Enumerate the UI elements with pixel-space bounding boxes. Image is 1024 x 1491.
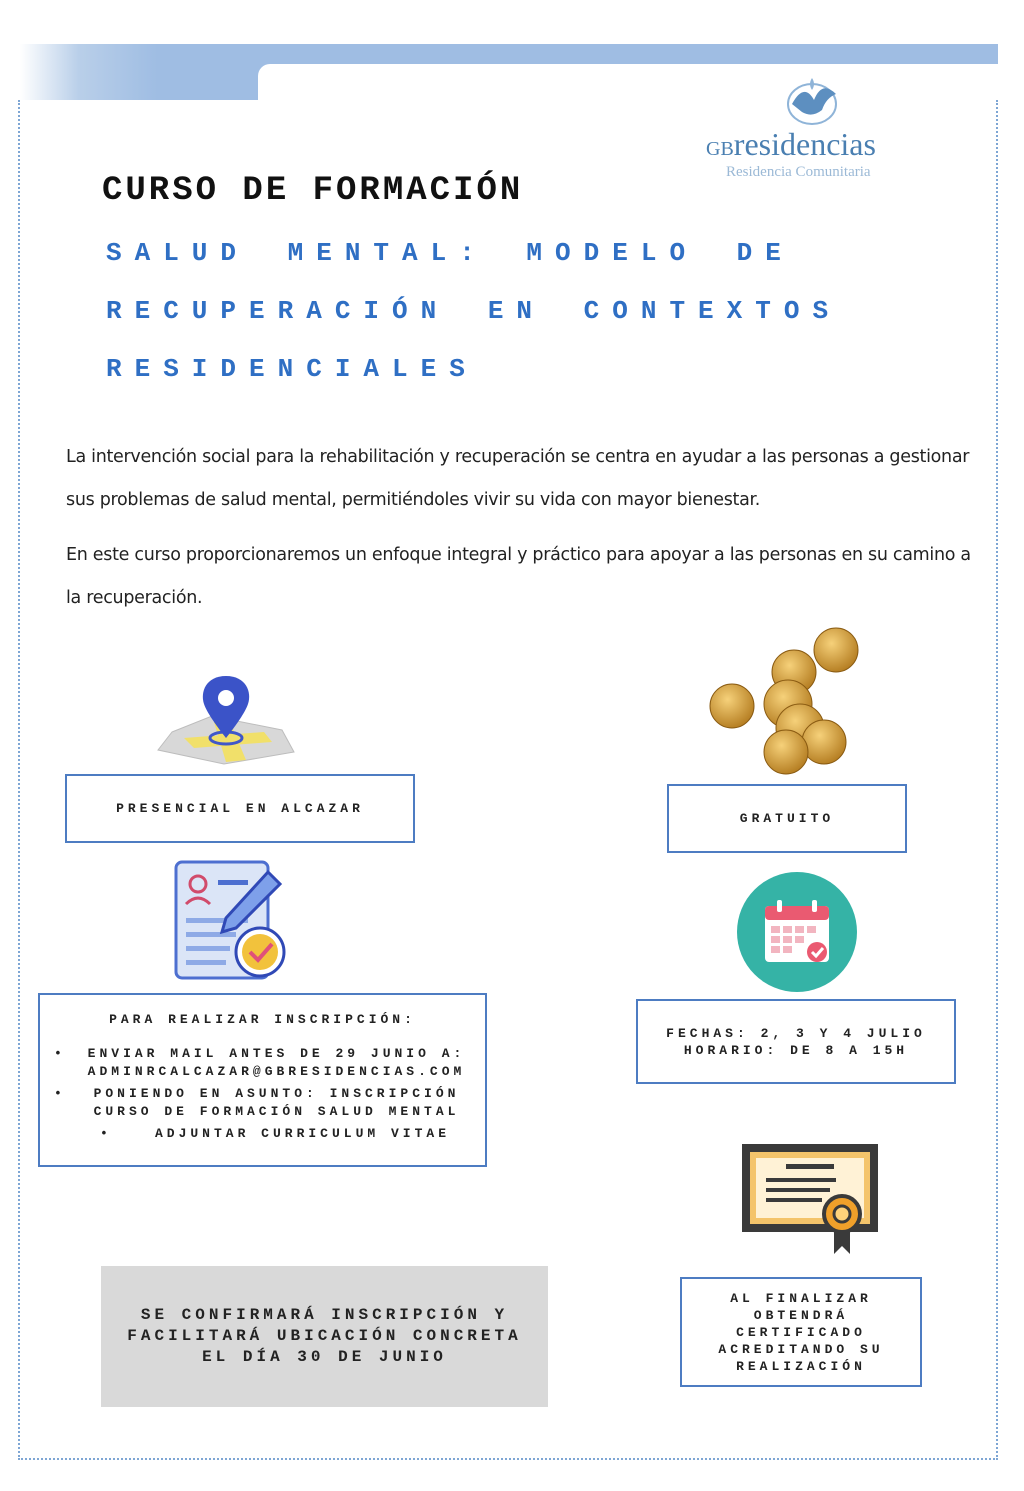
certificate-box: [680, 1277, 922, 1387]
price-box: [667, 784, 907, 853]
registration-item-email: • ENVIAR MAIL ANTES DE 29 JUNIO A: ADMINRCALCAZAR@GBRESIDENCIAS.COM: [48, 1045, 477, 1081]
coins-icon: [706, 624, 862, 776]
intro-text: [66, 436, 986, 632]
certificate-icon: [740, 1142, 880, 1258]
logo-wordmark: [706, 126, 876, 163]
calendar-icon: [735, 870, 859, 994]
schedule-box: [636, 999, 956, 1084]
logo-residencias: residencias: [733, 126, 876, 162]
certificate-label: AL FINALIZAR OBTENDRÁ CERTIFICADO ACREDITANDO SU REALIZACIÓN: [718, 1290, 884, 1374]
registration-box: [38, 993, 487, 1167]
logo: [706, 74, 936, 184]
schedule-hours: HORARIO: DE 8 A 15H: [683, 1042, 909, 1058]
registration-heading: PARA REALIZAR INSCRIPCIÓN:: [109, 1012, 416, 1027]
intro-paragraph-2: En este curso proporcionaremos un enfoque integral y práctico para apoyar a las personas en su camino a la recuperación.: [66, 545, 971, 608]
bird-logo-icon: [782, 74, 844, 128]
location-label: PRESENCIAL EN ALCAZAR: [116, 801, 364, 816]
registration-list: [48, 1045, 477, 1143]
schedule-dates: FECHAS: 2, 3 Y 4 JULIO: [666, 1025, 926, 1041]
registration-item-cv: • ADJUNTAR CURRICULUM VITAE: [48, 1125, 477, 1143]
logo-gb: GB: [706, 138, 734, 160]
logo-subtitle: Residencia Comunitaria: [726, 164, 871, 180]
price-label: GRATUITO: [739, 811, 835, 826]
confirmation-note: [101, 1266, 548, 1407]
location-box: [65, 774, 415, 843]
course-subtitle: SALUD MENTAL: MODELO DE RECUPERACIÓN EN CONTEXTOS RESIDENCIALES: [106, 238, 842, 384]
page-title: CURSO DE FORMACIÓN: [102, 172, 524, 210]
map-pin-icon: [154, 672, 300, 768]
intro-paragraph-1: La intervención social para la rehabilitación y recuperación se centra en ayudar a las personas a gestionar sus problemas de salud mental, permitiéndoles vivir su vida con mayor bienestar.: [66, 447, 970, 510]
registration-item-subject: • PONIENDO EN ASUNTO: INSCRIPCIÓN CURSO DE FORMACIÓN SALUD MENTAL: [48, 1085, 477, 1121]
confirmation-text: SE CONFIRMARÁ INSCRIPCIÓN Y FACILITARÁ UBICACIÓN CONCRETA EL DÍA 30 DE JUNIO: [127, 1306, 522, 1366]
form-checklist-icon: [172, 858, 290, 982]
